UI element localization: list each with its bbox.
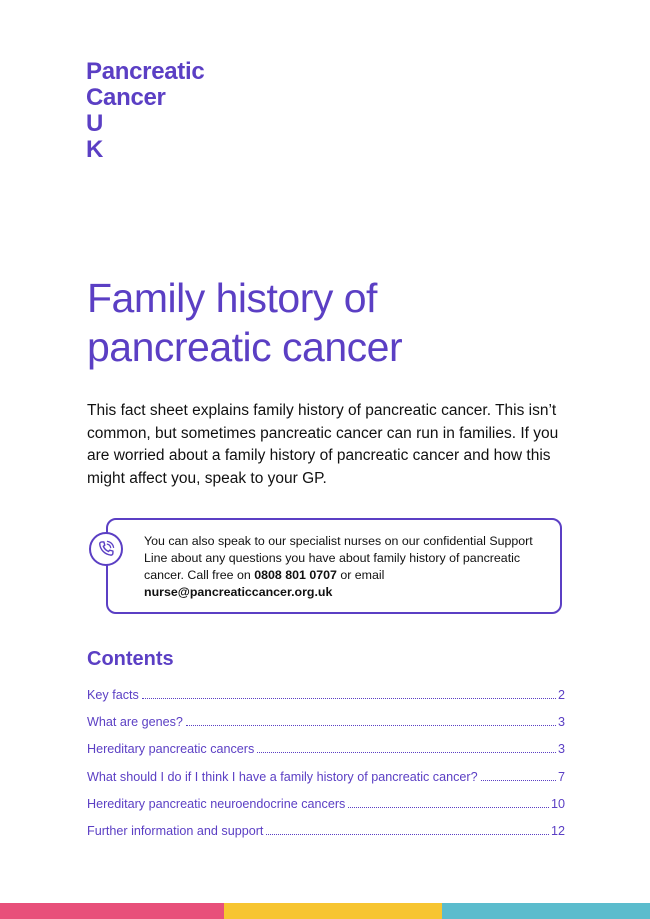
toc-item-label: Further information and support (87, 823, 264, 838)
toc-item-page: 12 (550, 823, 565, 838)
pancreatic-cancer-uk-logo (86, 60, 204, 164)
toc-leader-dots (481, 779, 556, 781)
toc-leader-dots (348, 806, 549, 808)
toc-item-what-are-genes[interactable] (87, 715, 565, 742)
title-line-2: pancreatic cancer (87, 324, 403, 370)
toc-item-neuroendocrine-cancers[interactable] (87, 797, 565, 824)
toc-item-key-facts[interactable] (87, 688, 565, 715)
toc-item-page: 7 (557, 769, 565, 784)
toc-item-page: 2 (557, 688, 565, 702)
toc-item-further-information[interactable] (87, 824, 565, 851)
callout-text-middle: or email (336, 568, 385, 582)
support-email-link[interactable]: nurse@pancreaticcancer.org.uk (144, 585, 333, 599)
support-line-callout (106, 518, 562, 614)
callout-text-before: You can also speak to our specialist nurses on our confidential Support Line about any questions you have about family history of pancreatic cancer. Call free on (144, 534, 533, 582)
contents-heading: Contents (87, 648, 174, 670)
toc-leader-dots (186, 724, 556, 726)
page-title (87, 274, 607, 372)
footer-bar-teal (442, 903, 650, 919)
toc-item-label: What are genes? (87, 715, 183, 730)
phone-icon-graphic (96, 539, 116, 559)
toc-item-hereditary-pancreatic-cancers[interactable] (87, 742, 565, 769)
phone-icon (89, 532, 123, 566)
toc-item-what-should-i-do[interactable] (87, 770, 565, 797)
logo-line-2: Cancer (86, 84, 166, 111)
toc-leader-dots (257, 751, 556, 753)
title-line-1: Family history of (87, 275, 377, 321)
footer-bar-yellow (224, 903, 442, 919)
toc-item-label: What should I do if I think I have a family history of pancreatic cancer? (87, 769, 478, 784)
logo-line-1: Pancreatic (86, 58, 205, 85)
toc-item-label: Key facts (87, 688, 139, 702)
intro-paragraph: This fact sheet explains family history of pancreatic cancer. This isn’t common, but sometimes pancreatic cancer can run in families. If you are worried about a family history of pancreatic cancer and how this might affect you, speak to your GP. (87, 402, 559, 487)
toc-item-page: 3 (557, 715, 565, 730)
support-phone-number[interactable]: 0808 801 0707 (254, 568, 337, 582)
toc-item-page: 3 (557, 742, 565, 757)
logo-line-4: K (86, 136, 104, 163)
table-of-contents (87, 688, 565, 851)
toc-item-page: 10 (550, 796, 565, 811)
toc-item-label: Hereditary pancreatic neuroendocrine cancers (87, 796, 346, 811)
toc-leader-dots (266, 833, 549, 835)
toc-item-label: Hereditary pancreatic cancers (87, 742, 255, 757)
footer-bar-pink (0, 903, 224, 919)
toc-leader-dots (142, 697, 556, 699)
logo-line-3: U (86, 110, 104, 137)
callout-text (144, 533, 544, 601)
